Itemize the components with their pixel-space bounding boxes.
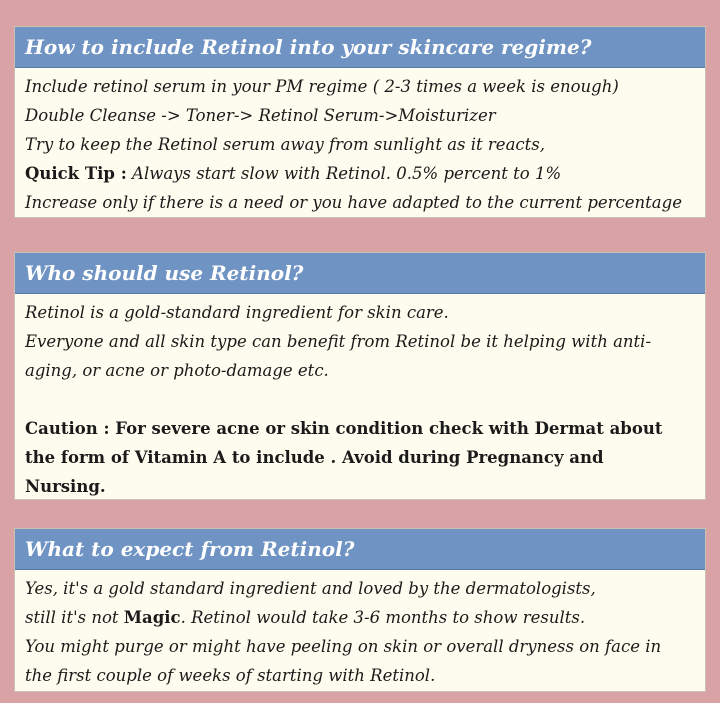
text-line: You might purge or might have peeling on skin or overall dryness on face in — [25, 637, 662, 656]
text-line: aging, or acne or photo-damage etc. — [25, 361, 329, 380]
caution-line: Nursing. — [25, 477, 106, 496]
text-line: Include retinol serum in your PM regime ( 2-3 times a week is enough) — [25, 77, 619, 96]
text-line: Try to keep the Retinol serum away from sunlight as it reacts, — [25, 135, 545, 154]
quick-tip-text: Always start slow with Retinol. 0.5% percent to 1% — [126, 164, 562, 183]
quick-tip-line — [25, 159, 697, 188]
text-line: Yes, it's a gold standard ingredient and loved by the dermatologists, — [25, 579, 596, 598]
magic-word: Magic — [123, 608, 181, 627]
text-line: the first couple of weeks of starting with Retinol. — [25, 666, 436, 685]
text-line: Double Cleanse -> Toner-> Retinol Serum->Moisturizer — [25, 106, 496, 125]
section-title: What to expect from Retinol? — [15, 529, 705, 570]
section-how-to-include — [14, 26, 706, 218]
blank-line — [25, 385, 697, 414]
section-who-should-use — [14, 252, 706, 500]
quick-tip-label: Quick Tip : — [25, 164, 127, 183]
caution-line: the form of Vitamin A to include . Avoid during Pregnancy and — [25, 448, 604, 467]
text-line: Retinol is a gold-standard ingredient for skin care. — [25, 303, 449, 322]
text-fragment: still it's not — [25, 608, 124, 627]
section-title: Who should use Retinol? — [15, 253, 705, 294]
text-fragment: . Retinol would take 3-6 months to show results. — [180, 608, 586, 627]
text-line: Everyone and all skin type can benefit from Retinol be it helping with anti- — [25, 332, 652, 351]
section-what-to-expect — [14, 528, 706, 692]
section-title: How to include Retinol into your skincare regime? — [15, 27, 705, 68]
magic-line — [25, 603, 697, 632]
caution-line: Caution : For severe acne or skin condition check with Dermat about — [25, 419, 663, 438]
text-line: Increase only if there is a need or you have adapted to the current percentage — [25, 193, 682, 212]
